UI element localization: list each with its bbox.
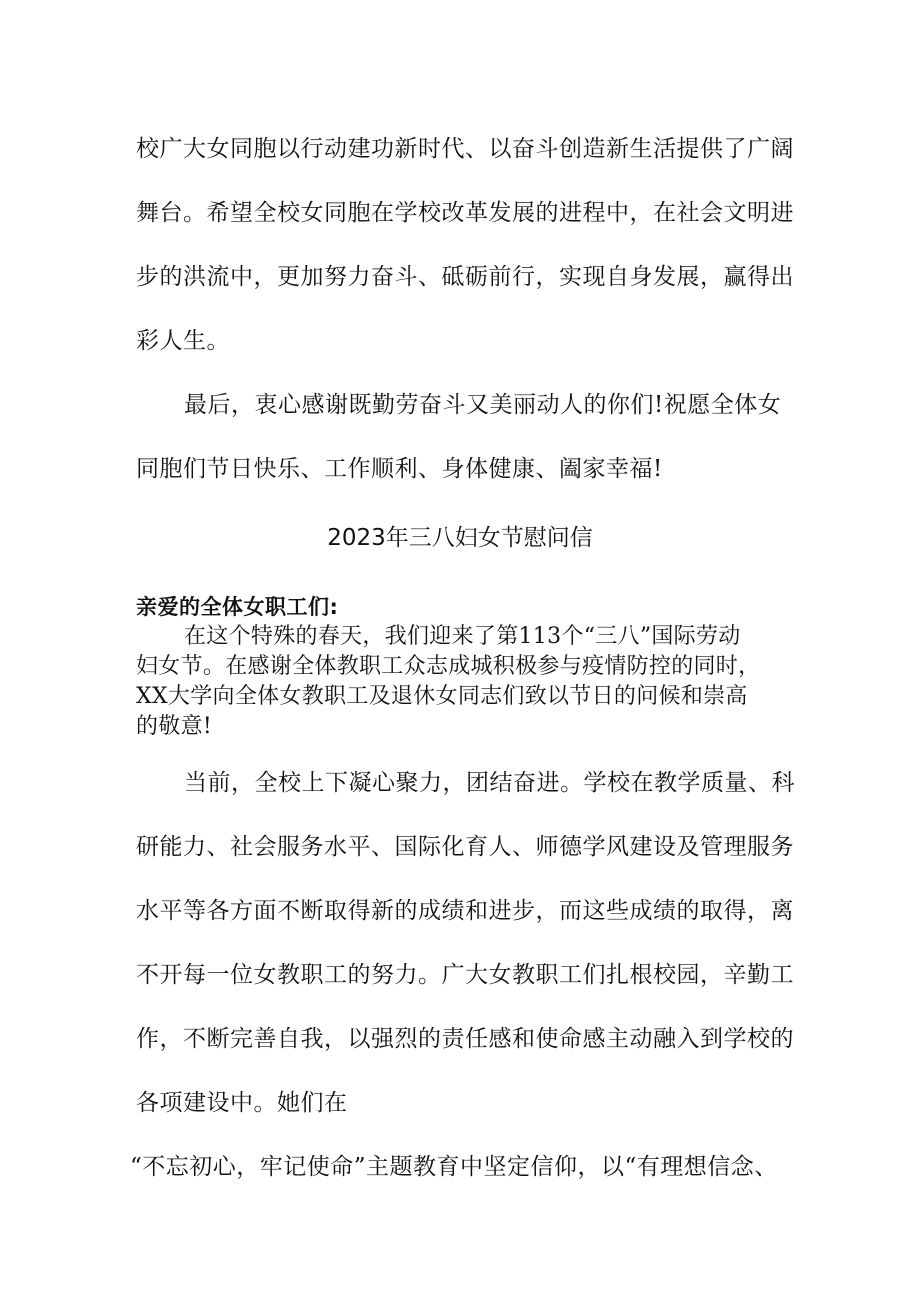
paragraph-line: XX大学向全体女教职工及退休女同志们致以节日的问候和崇高 (136, 684, 748, 709)
paragraph-line: 的敬意! (136, 714, 213, 739)
paragraph-line: 妇女节。在感谢全体教职工众志成城积极参与疫情防控的同时， (136, 654, 761, 679)
closing-line: 最后，衷心感谢既勤劳奋斗又美丽动人的你们!祝愿全体女 (184, 392, 782, 418)
paragraph-line: “不忘初心，牢记使命”主题教育中坚定信仰，以“有理想信念、 (130, 1154, 778, 1180)
paragraph-line: 不开每一位女教职工的努力。广大女教职工们扎根校园，辛勤工 (136, 962, 794, 988)
body-line: 校广大女同胞以行动建功新时代、以奋斗创造新生活提供了广阔 (136, 136, 794, 162)
letter-title: 2023年三八妇女节慰问信 (327, 525, 593, 551)
paragraph-line: 作，不断完善自我，以强烈的责任感和使命感主动融入到学校的 (136, 1026, 794, 1052)
paragraph-line: 各项建设中。她们在 (136, 1090, 348, 1116)
body-line: 步的洪流中，更加努力奋斗、砥砺前行，实现自身发展，赢得出 (136, 264, 794, 290)
body-line: 彩人生。 (136, 328, 230, 354)
salutation: 亲爱的全体女职工们: (136, 595, 339, 619)
body-line: 舞台。希望全校女同胞在学校改革发展的进程中，在社会文明进 (136, 200, 794, 226)
paragraph-line: 当前，全校上下凝心聚力，团结奋进。学校在教学质量、科 (184, 770, 795, 796)
paragraph-line: 在这个特殊的春天，我们迎来了第113个“三八”国际劳动 (184, 624, 741, 649)
closing-line: 同胞们节日快乐、工作顺利、身体健康、阖家幸福! (136, 456, 663, 482)
paragraph-line: 水平等各方面不断取得新的成绩和进步，而这些成绩的取得，离 (136, 898, 794, 924)
paragraph-line: 研能力、社会服务水平、国际化育人、师德学风建设及管理服务 (136, 834, 794, 860)
